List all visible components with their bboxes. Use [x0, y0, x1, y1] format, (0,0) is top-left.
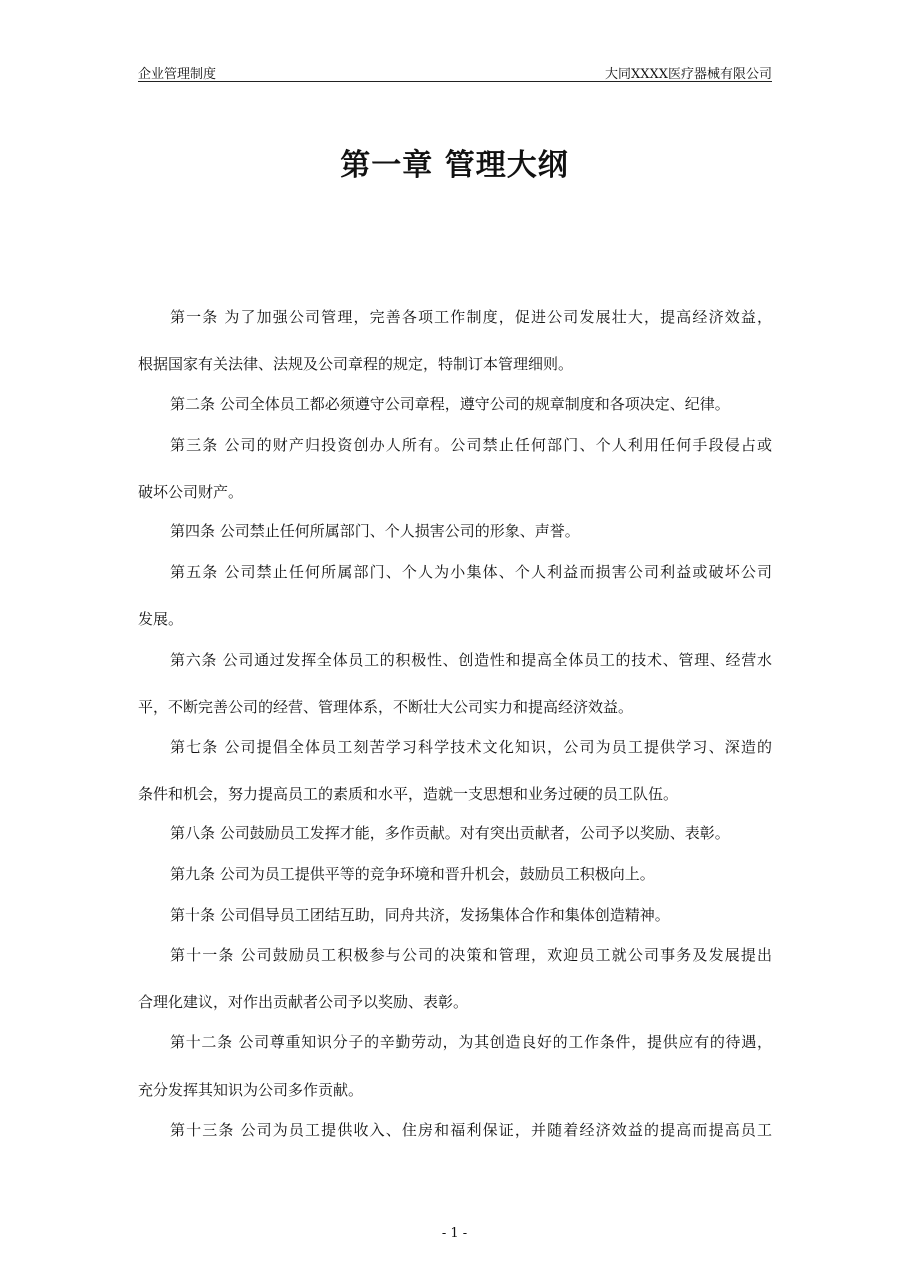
- article-6-line-1: 第六条 公司通过发挥全体员工的积极性、创造性和提高全体员工的技术、管理、经营水: [170, 651, 772, 669]
- article-13-line-1: 第十三条 公司为员工提供收入、住房和福利保证，并随着经济效益的提高而提高员工: [170, 1121, 772, 1139]
- article-5-line-2: 发展。: [138, 610, 184, 628]
- article-8-line-1: 第八条 公司鼓励员工发挥才能，多作贡献。对有突出贡献者，公司予以奖励、表彰。: [170, 824, 730, 842]
- article-1-line-2: 根据国家有关法律、法规及公司章程的规定，特制订本管理细则。: [138, 355, 574, 373]
- article-3-line-2: 破坏公司财产。: [138, 483, 244, 501]
- article-11-line-1: 第十一条 公司鼓励员工积极参与公司的决策和管理，欢迎员工就公司事务及发展提出: [170, 946, 772, 964]
- article-5-line-1: 第五条 公司禁止任何所属部门、个人为小集体、个人利益而损害公司利益或破坏公司: [170, 563, 772, 581]
- article-6-line-2: 平，不断完善公司的经营、管理体系，不断壮大公司实力和提高经济效益。: [138, 698, 634, 716]
- article-7-line-2: 条件和机会，努力提高员工的素质和水平，造就一支思想和业务过硬的员工队伍。: [138, 785, 679, 803]
- article-11-line-2: 合理化建议，对作出贡献者公司予以奖励、表彰。: [138, 993, 469, 1011]
- article-2-line-1: 第二条 公司全体员工都必须遵守公司章程，遵守公司的规章制度和各项决定、纪律。: [170, 395, 730, 413]
- article-12-line-2: 充分发挥其知识为公司多作贡献。: [138, 1081, 364, 1099]
- article-4-line-1: 第四条 公司禁止任何所属部门、个人损害公司的形象、声誉。: [170, 522, 580, 540]
- article-3-line-1: 第三条 公司的财产归投资创办人所有。公司禁止任何部门、个人利用任何手段侵占或: [170, 436, 772, 454]
- article-7-line-1: 第七条 公司提倡全体员工刻苦学习科学技术文化知识，公司为员工提供学习、深造的: [170, 738, 772, 756]
- header-left-text: 企业管理制度: [138, 67, 217, 82]
- article-10-line-1: 第十条 公司倡导员工团结互助，同舟共济，发扬集体合作和集体创造精神。: [170, 906, 670, 924]
- page-number: - 1 -: [441, 1226, 468, 1241]
- chapter-title: 第一章 管理大纲: [340, 148, 569, 183]
- article-9-line-1: 第九条 公司为员工提供平等的竞争环境和晋升机会，鼓励员工积极向上。: [170, 865, 655, 883]
- article-12-line-1: 第十二条 公司尊重知识分子的辛勤劳动，为其创造良好的工作条件，提供应有的待遇，: [170, 1033, 772, 1051]
- page-header: [138, 63, 772, 82]
- header-right-text: 大同XXXX医疗器械有限公司: [604, 67, 772, 82]
- article-1-line-1: 第一条 为了加强公司管理，完善各项工作制度，促进公司发展壮大，提高经济效益，: [170, 308, 772, 326]
